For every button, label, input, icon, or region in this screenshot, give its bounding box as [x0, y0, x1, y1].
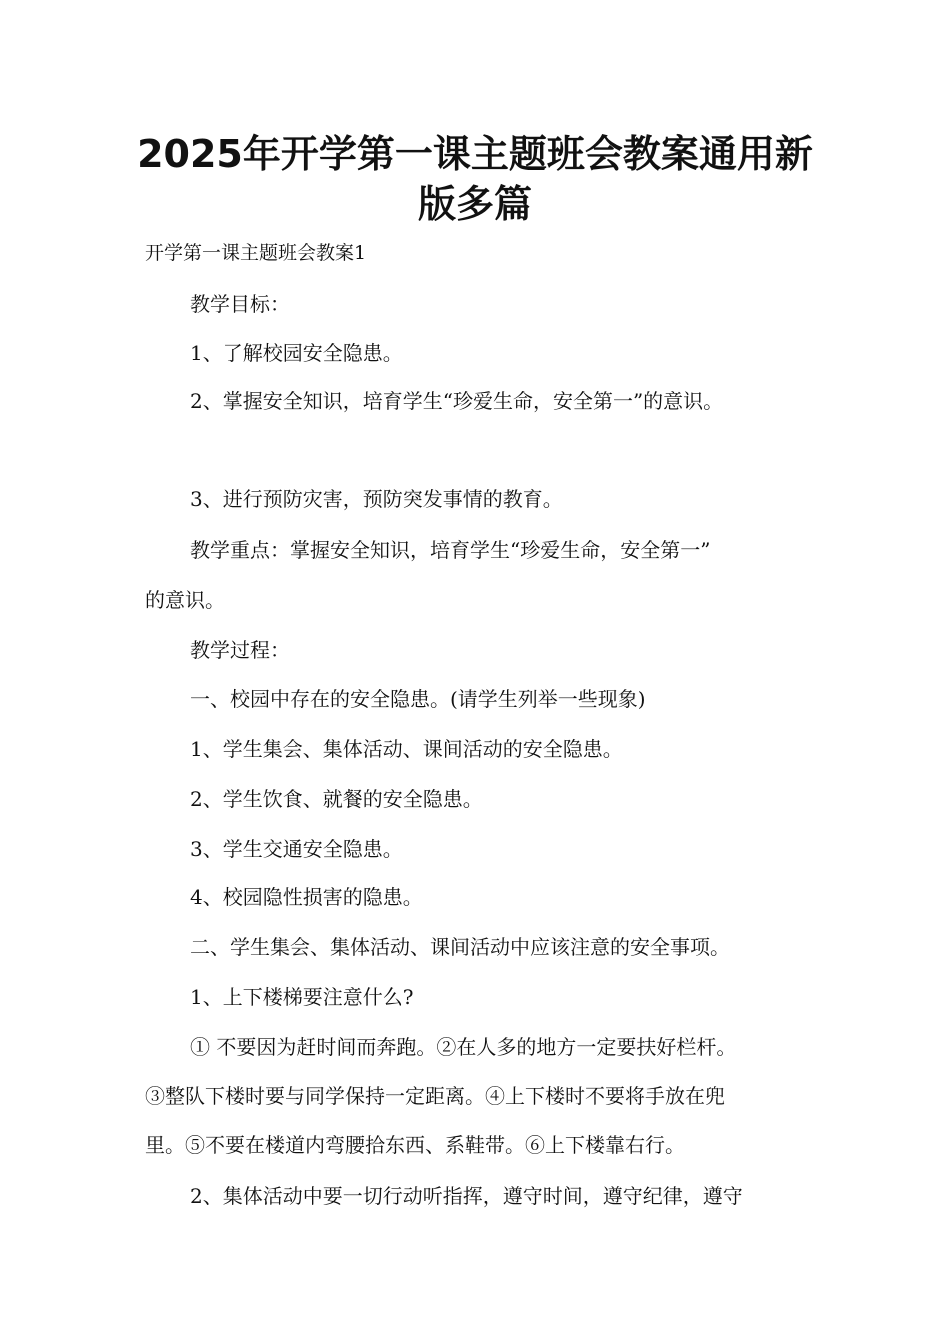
paragraph: 里。⑤不要在楼道内弯腰拾东西、系鞋带。⑥上下楼靠右行。	[145, 1133, 685, 1157]
paragraph: 1、学生集会、集体活动、课间活动的安全隐患。	[190, 737, 623, 761]
paragraph: 4、校园隐性损害的隐患。	[190, 885, 423, 909]
paragraph: 的意识。	[145, 588, 225, 612]
document-title-line-1: 2025年开学第一课主题班会教案通用新	[137, 132, 813, 176]
paragraph: 教学目标：	[190, 292, 290, 316]
document-title-line-2: 版多篇	[417, 182, 532, 226]
paragraph: 1、上下楼梯要注意什么?	[190, 985, 414, 1009]
paragraph: 3、进行预防灾害，预防突发事情的教育。	[190, 487, 563, 511]
paragraph: ③整队下楼时要与同学保持一定距离。④上下楼时不要将手放在兜	[145, 1084, 725, 1108]
paragraph: 教学过程：	[190, 638, 290, 662]
paragraph: 1、了解校园安全隐患。	[190, 341, 403, 365]
paragraph: 2、掌握安全知识，培育学生“珍爱生命，安全第一”的意识。	[190, 389, 724, 413]
paragraph: 2、学生饮食、就餐的安全隐患。	[190, 787, 483, 811]
paragraph: 3、学生交通安全隐患。	[190, 837, 403, 861]
paragraph: 教学重点：掌握安全知识，培育学生“珍爱生命，安全第一”	[190, 538, 711, 562]
paragraph: 2、集体活动中要一切行动听指挥，遵守时间，遵守纪律，遵守	[190, 1184, 743, 1208]
paragraph: 一、校园中存在的安全隐患。(请学生列举一些现象)	[190, 687, 646, 711]
section-title: 开学第一课主题班会教案1	[145, 242, 367, 264]
paragraph: 二、学生集会、集体活动、课间活动中应该注意的安全事项。	[190, 935, 730, 959]
paragraph: ① 不要因为赶时间而奔跑。②在人多的地方一定要扶好栏杆。	[190, 1035, 737, 1059]
